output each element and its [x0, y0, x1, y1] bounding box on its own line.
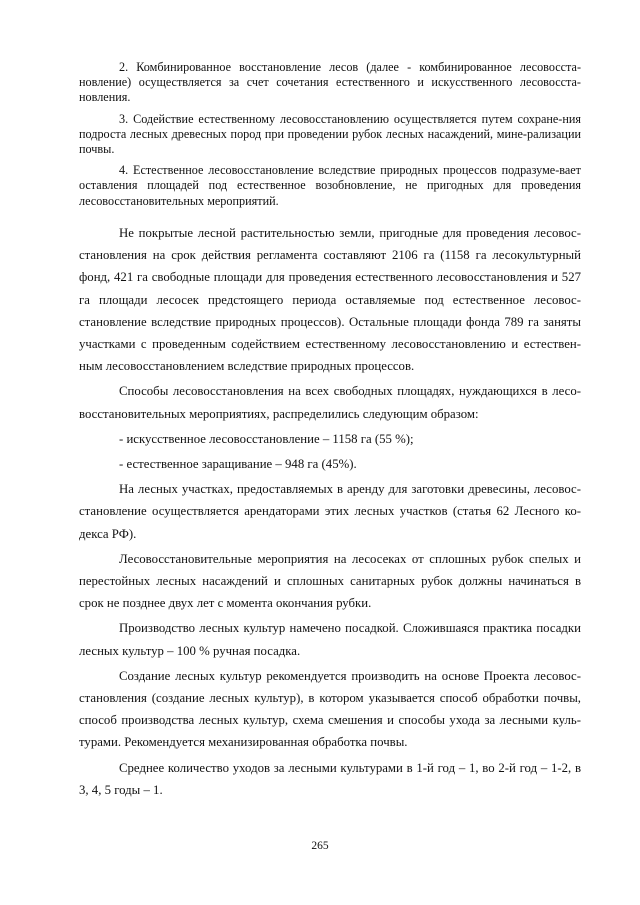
body-text — [79, 222, 581, 801]
paragraph-project: Создание лесных культур рекомендуется производить на основе Проекта лесовос-становления (создание лесных культур), в котором указывается способ обработки почвы, способ производства лесных культур, схема смешения и способы ухода за лесными куль-турами. Рекомендуется механизированная обработка почвы. — [79, 668, 581, 750]
list-item-natural: - естественное заращивание – 948 га (45%). — [119, 457, 357, 472]
paragraph-clear-cuts: Лесовосстановительные мероприятия на лесосеках от сплошных рубок спелых и перестойных лесных насаждений и сплошных санитарных рубок должны начинаться в срок не позднее двух лет с момента окончания рубки. — [79, 551, 581, 611]
paragraph-care-count: Среднее количество уходов за лесными культурами в 1-й год – 1, во 2-й год – 1-2, в 3, 4, 5 годы – 1. — [79, 760, 581, 797]
clause-2: 2. Комбинированное восстановление лесов (далее - комбинированное лесовосста-новление) осуществляется за счет сочетания естественного и искусственного лесовосста-новления. — [79, 60, 581, 105]
paragraph-planting: Производство лесных культур намечено посадкой. Сложившаяся практика посадки лесных культур – 100 % ручная посадка. — [79, 621, 581, 658]
paragraph-leased-plots: На лесных участках, предоставляемых в аренду для заготовки древесины, лесовос-становление осуществляется арендаторами этих лесных участков (статья 62 Лесного ко-декса РФ). — [79, 482, 581, 541]
clause-4: 4. Естественное лесовосстановление вследствие природных процессов подразуме-вает оставления площадей под естественное возобновление, не пригодных для проведения лесовосстановительных мероприятий. — [79, 163, 581, 208]
numbered-clauses — [79, 60, 581, 209]
page-number: 265 — [311, 840, 329, 852]
list-item-artificial: - искусственное лесовосстановление – 1158 га (55 %); — [119, 431, 414, 446]
paragraph-restoration-methods: Способы лесовосстановления на всех свободных площадях, нуждающихся в лесо-восстановительных мероприятиях, распределились следующим образом: — [79, 384, 581, 421]
clause-3: 3. Содействие естественному лесовосстановлению осуществляется путем сохране-ния подроста лесных древесных пород при проведении рубок лесных насаждений, мине-рализации почвы. — [79, 111, 581, 157]
paragraph-unforested-lands: Не покрытые лесной растительностью земли, пригодные для проведения лесовос-становления на срок действия регламента составляют 2106 га (1158 га лесокультурный фонд, 421 га свободные площади для проведения естественного лесовосстановления и 527 га площади лесосек предстоящего периода оставляемые под естественное лесовос-становление вследствие природных процессов). Остальные площади фонда 789 га заняты участками с проведенным содействием естественному лесовосстановлению и естествен-ным лесовосстановлением вследствие природных процессов. — [79, 226, 581, 374]
